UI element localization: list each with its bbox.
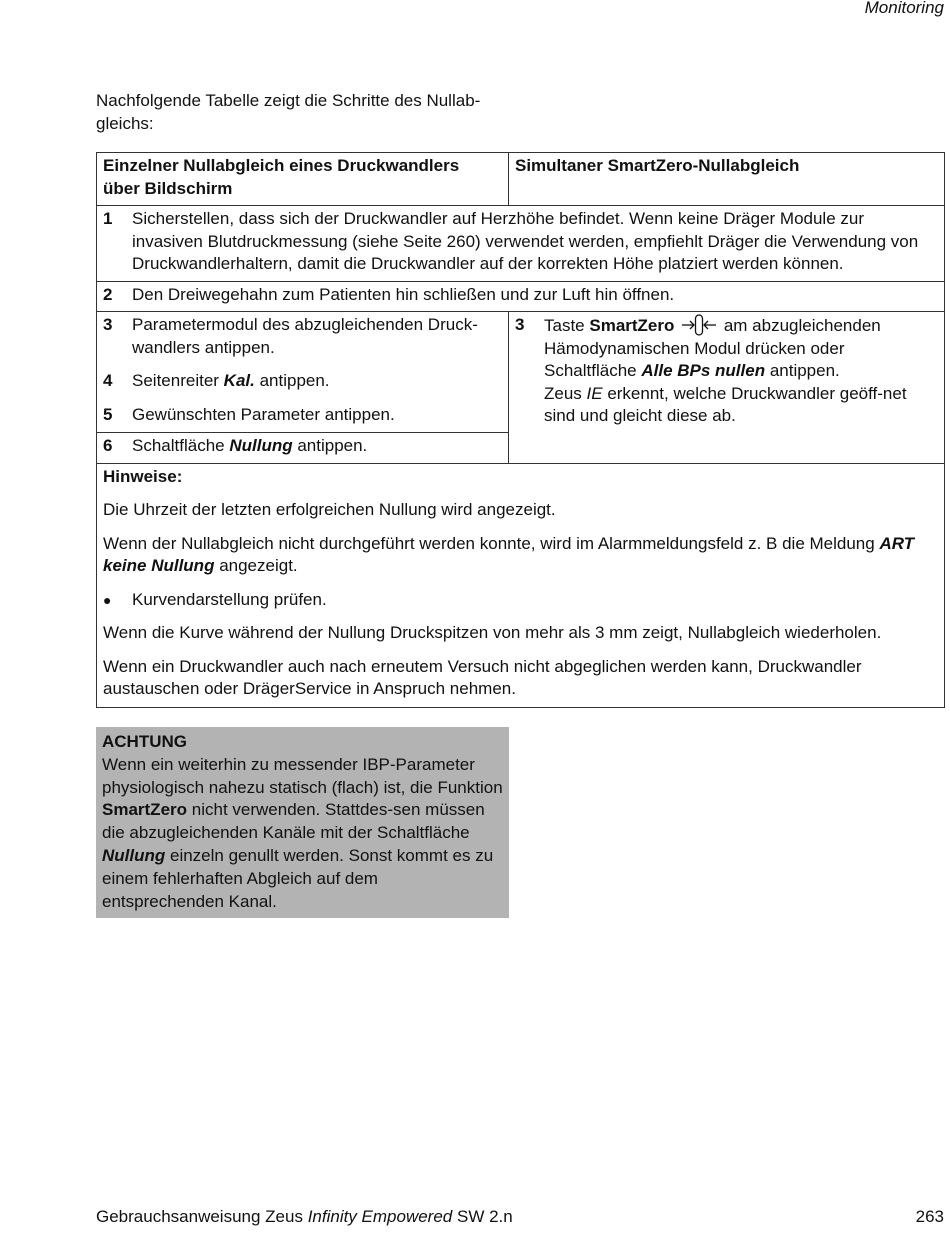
step-4 bbox=[103, 370, 502, 393]
notes-title: Hinweise: bbox=[103, 466, 183, 486]
header-single-zeroing-line-2: über Bildschirm bbox=[103, 178, 233, 198]
step-3-right-post: antippen. bbox=[765, 361, 840, 380]
step-number: 4 bbox=[103, 371, 113, 390]
step-6-pre: Schaltfläche bbox=[132, 436, 230, 455]
step-4-pre: Seitenreiter bbox=[132, 371, 224, 390]
single-zeroing-steps-cell bbox=[97, 312, 509, 464]
intro-paragraph bbox=[96, 90, 516, 135]
step-1-text: Sicherstellen, dass sich der Druckwandler auf Herzhöhe befindet. Wenn keine Dräger Module zur invasiven Blutdruckmessung (siehe Seite 260) verwendet werden, empfiehlt Dräger die Verwendung von Druckwandlerhaltern, damit die Druckwandler auf der korrekten Höhe platziert werden können. bbox=[132, 209, 919, 273]
ie-label: IE bbox=[586, 383, 603, 403]
step-6-text bbox=[132, 435, 502, 458]
nullung-button-label: Nullung bbox=[229, 436, 293, 455]
smartzero-steps-cell bbox=[509, 312, 945, 464]
warning-mid: nicht verwenden. Stattdes-sen müssen die abzugleichenden Kanäle mit der Schaltfläche bbox=[102, 800, 485, 843]
step-number: 1 bbox=[103, 209, 113, 228]
note-2-pre: Wenn der Nullabgleich nicht durchgeführt werden konnte, wird im Alarmmeldungsfeld z. B die Meldung bbox=[103, 533, 880, 553]
note-paragraph-2 bbox=[103, 533, 938, 578]
header-single-zeroing bbox=[97, 153, 509, 206]
header-smartzero: Simultaner SmartZero-Nullabgleich bbox=[509, 153, 945, 206]
step-3-left-text: Parametermodul des abzugleichenden Druck-wandlers antippen. bbox=[132, 315, 478, 357]
step-number: 3 bbox=[515, 315, 525, 334]
smartzero-function-label: SmartZero bbox=[102, 800, 188, 820]
smartzero-key-label: SmartZero bbox=[589, 316, 675, 335]
footer-doc-post: SW 2.n bbox=[452, 1207, 513, 1226]
step-2-text: Den Dreiwegehahn zum Patienten hin schließen und zur Luft hin öffnen. bbox=[132, 284, 675, 304]
warning-title: ACHTUNG bbox=[102, 732, 187, 751]
table-row bbox=[97, 463, 945, 707]
note-2-post: angezeigt. bbox=[214, 556, 298, 575]
step-number: 6 bbox=[103, 436, 113, 455]
step-3-right-line2-pre: Zeus bbox=[544, 383, 587, 403]
table-row bbox=[97, 312, 945, 464]
step-3-right-mid: am abzugleichenden Hämodynamischen Modul drücken oder Schaltfläche bbox=[544, 316, 881, 380]
step-number: 5 bbox=[103, 404, 113, 424]
step-6-post: antippen. bbox=[292, 436, 368, 455]
step-6 bbox=[97, 432, 508, 463]
note-paragraph-1: Die Uhrzeit der letzten erfolgreichen Nullung wird angezeigt. bbox=[103, 500, 556, 519]
nullung-button-label: Nullung bbox=[102, 845, 166, 865]
table-row bbox=[97, 206, 945, 282]
footer-document-title bbox=[96, 1206, 513, 1229]
step-2-cell bbox=[97, 281, 945, 312]
kal-tab-label: Kal. bbox=[223, 371, 255, 390]
note-paragraph-3: Wenn die Kurve während der Nullung Druckspitzen von mehr als 3 mm zeigt, Nullabgleich wiederholen. bbox=[103, 623, 882, 642]
note-paragraph-4: Wenn ein Druckwandler auch nach erneutem Versuch nicht abgeglichen werden kann, Druckwandler austauschen oder DrägerService in Anspruch nehmen. bbox=[103, 656, 862, 698]
bullet-icon: ● bbox=[103, 591, 112, 608]
step-5 bbox=[103, 404, 502, 427]
alle-bps-nullen-label: Alle BPs nullen bbox=[641, 361, 766, 380]
step-1-cell bbox=[97, 206, 945, 282]
step-4-post: antippen. bbox=[254, 371, 330, 390]
table-header-row bbox=[97, 153, 945, 206]
running-header-section: Monitoring bbox=[864, 0, 944, 17]
warning-text bbox=[102, 754, 503, 914]
art-keine-nullung-message: ART keine Nullung bbox=[103, 533, 915, 575]
step-3-right-text bbox=[544, 314, 938, 428]
footer-doc-pre: Gebrauchsanweisung Zeus bbox=[96, 1207, 308, 1226]
table-row bbox=[97, 281, 945, 312]
zeroing-steps-table bbox=[96, 152, 945, 708]
step-number: 3 bbox=[103, 315, 113, 334]
notes-cell bbox=[97, 463, 945, 707]
warning-post: einzeln genullt werden. Sonst kommt es zu einem fehlerhaften Abgleich auf dem entsprechenden Kanal. bbox=[102, 845, 494, 911]
step-3-right-pre: Taste bbox=[544, 316, 590, 335]
warning-box bbox=[96, 727, 509, 918]
step-4-text bbox=[132, 370, 502, 393]
note-bullet-text: Kurvendarstellung prüfen. bbox=[132, 589, 327, 609]
note-bullet-item bbox=[103, 589, 938, 612]
intro-line-1: Nachfolgende Tabelle zeigt die Schritte des Nullab- bbox=[96, 91, 481, 110]
footer-product-name: Infinity Empowered bbox=[307, 1207, 453, 1226]
page-number: 263 bbox=[915, 1207, 944, 1226]
warning-pre: Wenn ein weiterhin zu messender IBP-Parameter physiologisch nahezu statisch (flach) ist, die Funktion bbox=[102, 754, 503, 797]
step-3-right-line2-post: erkennt, welche Druckwandler geöff-net sind und gleicht diese ab. bbox=[544, 383, 907, 425]
intro-line-2: gleichs: bbox=[96, 113, 154, 133]
step-3-left bbox=[103, 314, 502, 359]
step-5-text: Gewünschten Parameter antippen. bbox=[132, 404, 395, 424]
smartzero-key-icon bbox=[680, 314, 718, 336]
header-single-zeroing-line-1: Einzelner Nullabgleich eines Druckwandlers bbox=[103, 156, 460, 175]
step-number: 2 bbox=[103, 284, 113, 304]
